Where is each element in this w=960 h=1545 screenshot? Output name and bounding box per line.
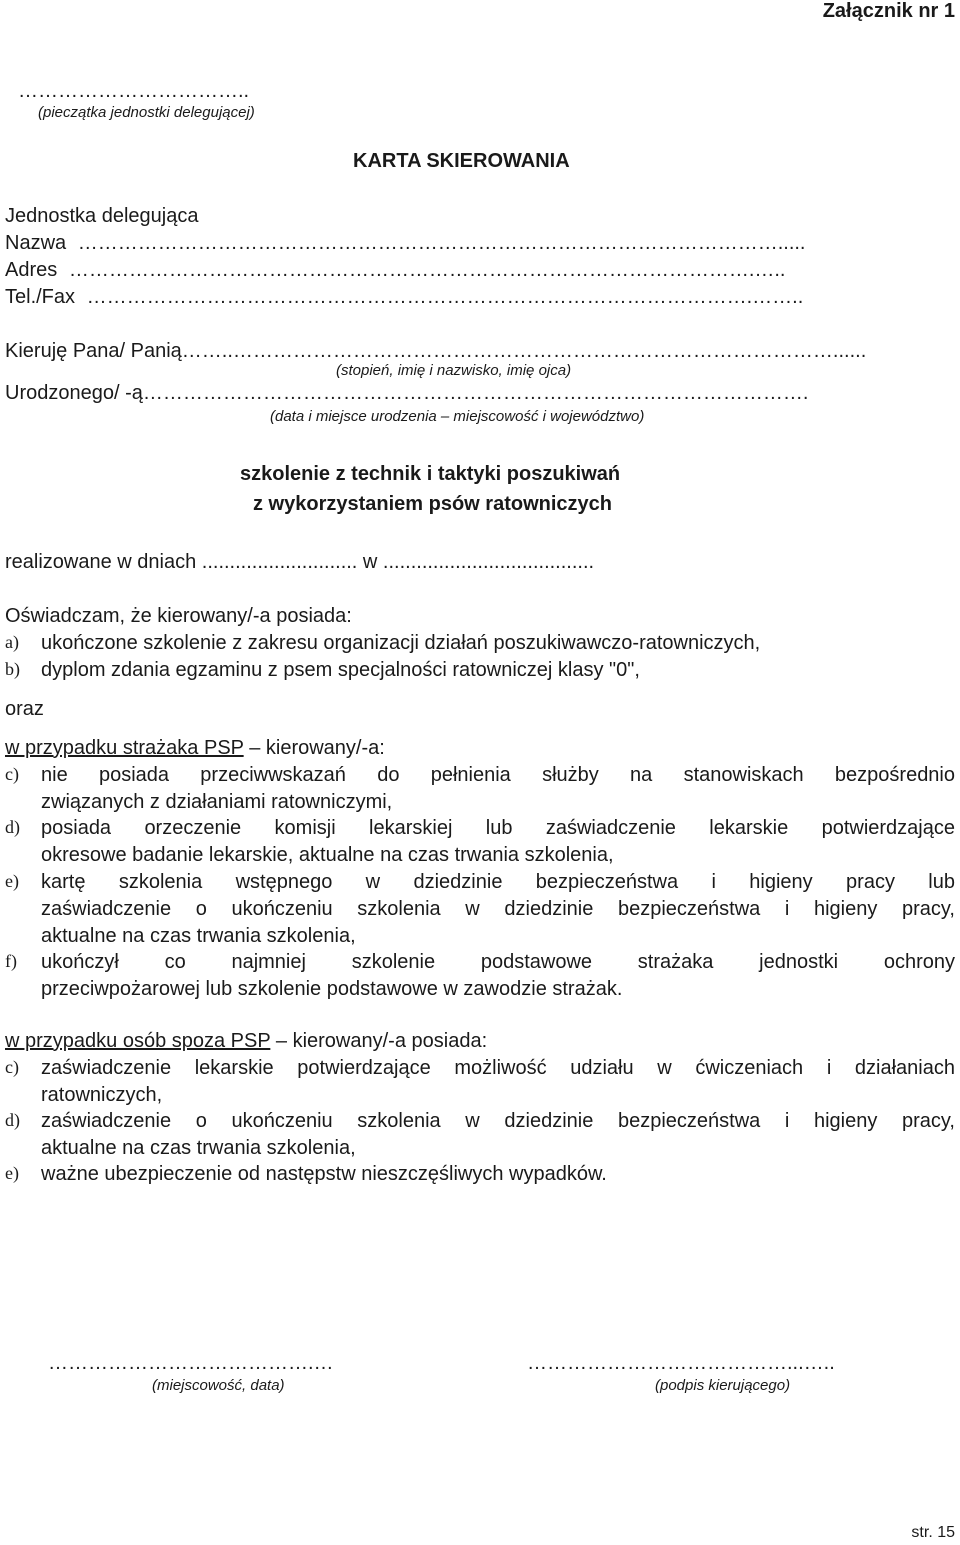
unit-name-dots: ……………………………………………………………………………………………..... bbox=[77, 232, 806, 254]
direct-dots: ……..………………………………………………………………………………...... bbox=[181, 340, 867, 362]
psp-item-c bbox=[5, 764, 955, 818]
declaration-intro: Oświadczam, że kierowany/-a posiada: bbox=[5, 605, 352, 627]
item-line: zaświadczenie o ukończeniu szkolenia w dziedzinie bezpieczeństwa i higieny pracy, bbox=[41, 898, 955, 920]
training-line-2: z wykorzystaniem psów ratowniczych bbox=[253, 493, 612, 515]
psp-item-f bbox=[5, 951, 955, 1005]
training-line-1: szkolenie z technik i taktyki poszukiwań bbox=[240, 463, 621, 485]
item-label: e) bbox=[5, 871, 19, 891]
dates-line: realizowane w dniach ............................ w ...................................... bbox=[5, 551, 595, 573]
psp-item-e bbox=[5, 871, 955, 952]
item-line: zaświadczenie lekarskie potwierdzające możliwość udziału w ćwiczeniach i działaniach bbox=[41, 1057, 955, 1079]
unit-address-label: Adres bbox=[5, 259, 58, 281]
item-label: d) bbox=[5, 1110, 20, 1130]
signature-caption: (podpis kierującego) bbox=[655, 1377, 791, 1394]
place-date-caption: (miejscowość, data) bbox=[152, 1377, 285, 1394]
stamp-dots: …………………………….. bbox=[18, 80, 250, 102]
stamp-caption: (pieczątka jednostki delegującej) bbox=[38, 104, 255, 121]
unit-name-line bbox=[5, 232, 955, 255]
document-title: KARTA SKIEROWANIA bbox=[353, 150, 570, 172]
unit-name-label: Nazwa bbox=[5, 232, 67, 254]
item-label: f) bbox=[5, 951, 17, 971]
item-line: aktualne na czas trwania szkolenia, bbox=[41, 925, 356, 947]
item-text: dyplom zdania egzaminu z psem specjalności ratowniczej klasy "0", bbox=[41, 659, 640, 681]
item-label: a) bbox=[5, 632, 19, 652]
attachment-label: Załącznik nr 1 bbox=[822, 0, 955, 22]
oraz-label: oraz bbox=[5, 698, 44, 720]
item-line: aktualne na czas trwania szkolenia, bbox=[41, 1137, 356, 1159]
born-line bbox=[5, 382, 955, 405]
psp-heading-underlined: w przypadku strażaka PSP bbox=[5, 737, 244, 759]
signature-dots: …………………………………...….. bbox=[527, 1352, 835, 1374]
outside-heading-underlined: w przypadku osób spoza PSP bbox=[5, 1030, 271, 1052]
born-dots: ………………………………………………………………………………………. bbox=[142, 382, 809, 404]
item-line: posiada orzeczenie komisji lekarskiej lub zaświadczenie lekarskie potwierdzające bbox=[41, 817, 955, 839]
item-line: ukończył co najmniej szkolenie podstawowe strażaka jednostki ochrony bbox=[41, 951, 955, 973]
unit-phone-line bbox=[5, 286, 955, 309]
item-line: okresowe badanie lekarskie, aktualne na czas trwania szkolenia, bbox=[41, 844, 614, 866]
outside-item-c bbox=[5, 1057, 955, 1111]
outside-item-d bbox=[5, 1110, 955, 1164]
declaration-item-a bbox=[5, 632, 955, 658]
direct-label: Kieruję Pana/ Panią bbox=[5, 340, 182, 362]
item-label: b) bbox=[5, 659, 20, 679]
unit-address-line bbox=[5, 259, 955, 282]
item-text: ukończone szkolenie z zakresu organizacji działań poszukiwawczo-ratowniczych, bbox=[41, 632, 761, 654]
item-label: c) bbox=[5, 764, 19, 784]
item-line: nie posiada przeciwwskazań do pełnienia służby na stanowiskach bezpośrednio bbox=[41, 764, 955, 786]
unit-phone-dots: ……………………………………………………………………………………….…….. bbox=[86, 286, 804, 308]
item-line: związanych z działaniami ratowniczymi, bbox=[41, 791, 393, 813]
item-label: d) bbox=[5, 817, 20, 837]
item-label: e) bbox=[5, 1163, 19, 1183]
item-label: c) bbox=[5, 1057, 19, 1077]
born-caption: (data i miejsce urodzenia – miejscowość i województwo) bbox=[270, 408, 645, 425]
item-line: kartę szkolenia wstępnego w dziedzinie bezpieczeństwa i higieny pracy lub bbox=[41, 871, 955, 893]
direct-caption: (stopień, imię i nazwisko, imię ojca) bbox=[336, 362, 572, 379]
unit-address-dots: ………………………………………………………………………………………….….. bbox=[68, 259, 786, 281]
psp-item-d bbox=[5, 817, 955, 871]
born-label: Urodzonego/ -ą bbox=[5, 382, 143, 404]
outside-heading bbox=[5, 1030, 487, 1053]
unit-phone-label: Tel./Fax bbox=[5, 286, 76, 308]
psp-heading-rest: – kierowany/-a: bbox=[243, 737, 385, 759]
unit-heading: Jednostka delegująca bbox=[5, 205, 199, 227]
page-number: str. 15 bbox=[911, 1524, 955, 1541]
item-line: przeciwpożarowej lub szkolenie podstawowe w zawodzie strażak. bbox=[41, 978, 623, 1000]
outside-heading-rest: – kierowany/-a posiada: bbox=[270, 1030, 488, 1052]
outside-item-e bbox=[5, 1163, 955, 1190]
direct-line bbox=[5, 340, 955, 363]
psp-heading bbox=[5, 737, 385, 760]
item-line: ważne ubezpieczenie od następstw nieszczęśliwych wypadków. bbox=[41, 1163, 607, 1185]
item-line: ratowniczych, bbox=[41, 1084, 163, 1106]
declaration-item-b bbox=[5, 659, 955, 685]
item-line: zaświadczenie o ukończeniu szkolenia w dziedzinie bezpieczeństwa i higieny pracy, bbox=[41, 1110, 955, 1132]
place-date-dots: ………………………………….… bbox=[48, 1352, 334, 1374]
